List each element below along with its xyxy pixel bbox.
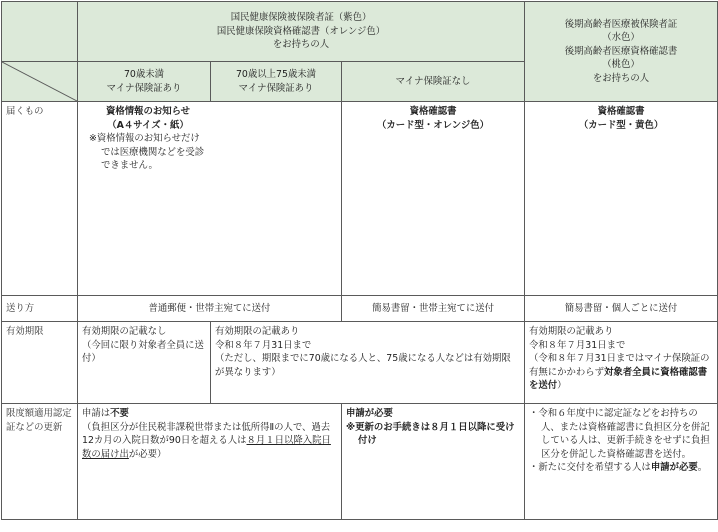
kouki-line-1: 後期高齢者医療被保険者証 bbox=[564, 18, 678, 30]
header-kokuho-group bbox=[78, 2, 525, 62]
expiry-70plus-b: 令和８年７月31日まで bbox=[215, 339, 312, 351]
delivery-notice-note: ※資格情報のお知らせだけでは医療機関などを受診できません。 bbox=[89, 133, 205, 171]
kouki-line-3: 後期高齢者医療資格確認書 bbox=[564, 45, 678, 57]
delivery-kouki-cell bbox=[525, 102, 718, 296]
limit-myna-body-2: ８月１日以降入院日数の届け出 bbox=[82, 435, 331, 460]
delivery-kouki-sub: （カード型・黄色） bbox=[578, 119, 664, 131]
limit-no-myna-cell bbox=[342, 404, 525, 520]
expiry-70plus-c: （ただし、期限までに70歳になる人と、75歳になる人などは有効期限が異なります） bbox=[215, 353, 511, 378]
row-label-limit: 限度額適用認定証などの更新 bbox=[2, 404, 78, 520]
expiry-kouki-b: 令和８年７月31日まで bbox=[529, 339, 626, 351]
delivery-notice-title: 資格情報のお知らせ bbox=[105, 106, 191, 117]
expiry-kouki-c3: ） bbox=[557, 380, 567, 391]
row-label-expiry: 有効期限 bbox=[2, 322, 78, 404]
delivery-card-title: 資格確認書 bbox=[409, 106, 457, 117]
kokuho-line-1: 国民健康保険被保険者証（紫色） bbox=[230, 12, 372, 24]
method-no-myna-cell: 簡易書留・世帯主宛てに送付 bbox=[342, 296, 525, 322]
insurance-comparison-table bbox=[1, 1, 718, 520]
header-corner-cell bbox=[2, 2, 78, 62]
limit-myna-cell bbox=[78, 404, 342, 520]
delivery-kouki-title: 資格確認書 bbox=[597, 106, 645, 117]
col1-line-2: マイナ保険証あり bbox=[106, 82, 182, 94]
col2-line-2: マイナ保険証あり bbox=[238, 82, 314, 94]
delivery-no-myna-cell bbox=[342, 102, 525, 296]
limit-kouki-b3: 。 bbox=[697, 462, 708, 473]
header-col-70to75 bbox=[211, 62, 342, 102]
limit-no-myna-a: 申請が必要 bbox=[346, 408, 393, 419]
limit-kouki-a: ・令和６年度中に認定証などをお持ちの人、または資格確認書に負担区分を併記している人は、更新手続きをせずに負担区分を併記した資格確認書を送付。 bbox=[529, 408, 710, 460]
limit-myna-body bbox=[82, 421, 337, 462]
header-diagonal-cell bbox=[2, 62, 78, 102]
method-kouki-cell: 簡易書留・個人ごとに送付 bbox=[525, 296, 718, 322]
expiry-70plus-cell bbox=[211, 322, 525, 404]
kokuho-line-2: 国民健康保険資格確認書（オレンジ色） bbox=[216, 25, 386, 37]
header-col-no-myna: マイナ保険証なし bbox=[342, 62, 525, 102]
expiry-kouki-cell bbox=[525, 322, 718, 404]
delivery-notice-size: （A４サイズ・紙） bbox=[107, 119, 189, 131]
limit-myna-head-2: 不要 bbox=[110, 408, 129, 419]
limit-kouki-b2: 申請が必要 bbox=[650, 462, 698, 473]
limit-kouki-b1: ・新たに交付を希望する人は bbox=[529, 462, 651, 473]
row-label-method: 送り方 bbox=[2, 296, 78, 322]
header-col-under70 bbox=[78, 62, 211, 102]
header-kouki-group bbox=[525, 2, 718, 102]
kouki-line-5: をお持ちの人 bbox=[592, 72, 650, 84]
col2-line-1: 70歳以上75歳未満 bbox=[235, 69, 317, 80]
expiry-under70-cell bbox=[78, 322, 211, 404]
expiry-kouki-c2: 対象者全員に資格確認書を送付 bbox=[529, 366, 708, 391]
expiry-under70-b: （今回に限り対象者全員に送付） bbox=[82, 339, 204, 364]
col1-line-1: 70歳未満 bbox=[123, 69, 165, 80]
delivery-card-sub: （カード型・オレンジ色） bbox=[376, 119, 490, 131]
limit-kouki-b bbox=[529, 461, 713, 475]
limit-myna-head bbox=[82, 407, 337, 421]
limit-kouki-cell bbox=[525, 404, 718, 520]
limit-myna-head-1: 申請は bbox=[82, 408, 111, 419]
method-myna-cell: 普通郵便・世帯主宛てに送付 bbox=[78, 296, 342, 322]
kokuho-line-3: をお持ちの人 bbox=[272, 39, 330, 51]
limit-no-myna-b: ※更新のお手続きは８月１日以降に受け付け bbox=[346, 421, 515, 446]
delivery-myna-cell bbox=[78, 102, 342, 296]
expiry-kouki-c1: （令和８年７月31日まではマイナ保険証の有無にかかわらず bbox=[529, 353, 710, 378]
limit-myna-body-3: が必要） bbox=[128, 448, 167, 460]
expiry-70plus-a: 有効期限の記載あり bbox=[215, 326, 300, 337]
expiry-kouki-a: 有効期限の記載あり bbox=[529, 326, 614, 337]
expiry-under70-a: 有効期限の記載なし bbox=[82, 326, 167, 337]
kouki-line-2: （水色） bbox=[602, 32, 640, 44]
expiry-kouki-c bbox=[529, 352, 713, 393]
limit-myna-body-1: （負担区分が住民税非課税世帯または低所得Ⅱの人で、過去12カ月の入院日数が90日を超える人は bbox=[82, 421, 331, 446]
row-label-delivery: 届くもの bbox=[2, 102, 78, 296]
kouki-line-4: （桃色） bbox=[602, 59, 640, 71]
diagonal-line bbox=[2, 62, 77, 101]
